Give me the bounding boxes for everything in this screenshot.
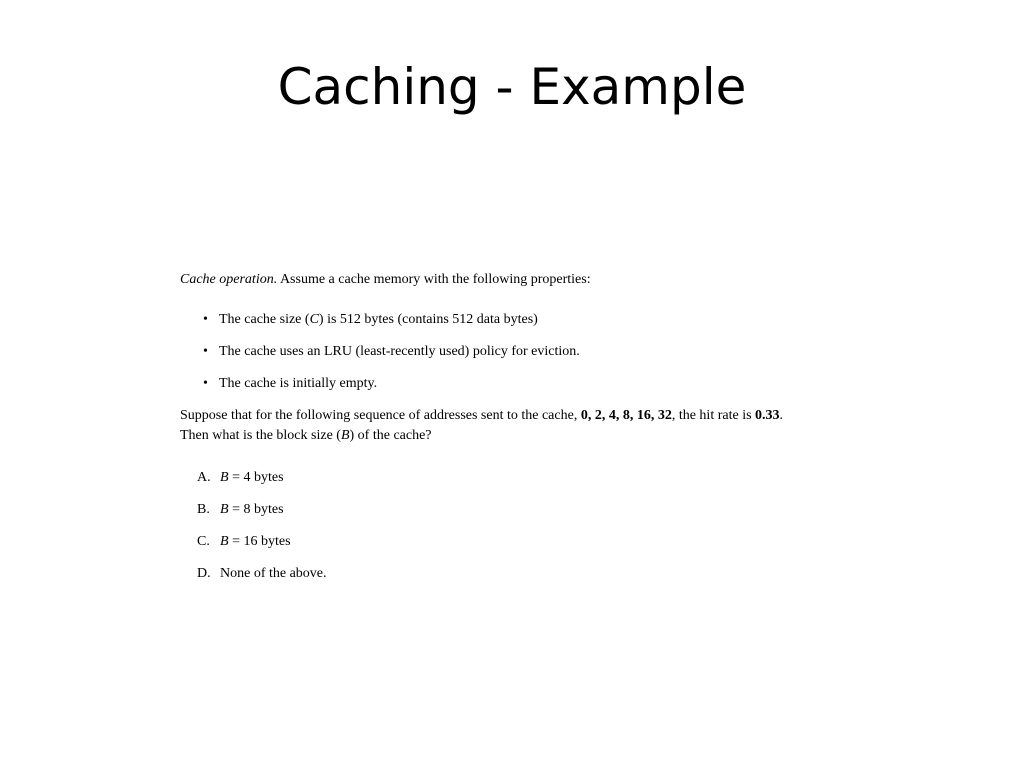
property-text-pre: The cache size ( [219,312,310,327]
property-variable: C [309,312,319,327]
question-line2-pre: Then what is the block size ( [180,428,341,443]
slide-title: Caching - Example [277,58,747,116]
property-text-pre: The cache is initially empty. [219,376,378,391]
question-line1-pre: Suppose that for the following sequence of addresses sent to the cache, [180,408,581,423]
bullet-icon: • [203,312,208,327]
bullet-icon: • [203,344,208,359]
choice-variable: B [220,502,229,517]
choice-a [180,468,880,488]
list-item [180,310,880,330]
question-line1-mid: , the hit rate is [671,408,756,423]
list-item [180,342,880,362]
choice-unit: bytes [257,534,291,549]
address-sequence: 0, 2, 4, 8, 16, 32 [580,408,672,423]
choice-d [180,564,880,584]
choice-unit: bytes [250,470,284,485]
bullet-icon: • [203,376,208,391]
choice-unit: None of the above. [220,566,327,581]
choice-unit: bytes [250,502,284,517]
list-item [180,374,880,394]
property-text-pre: The cache uses an LRU (least-recently used) policy for eviction. [219,344,580,359]
intro-italic: Cache operation. [180,272,278,287]
choice-equation: = 16 [228,534,258,549]
choice-variable: B [220,470,229,485]
choice-letter: C. [197,534,210,549]
problem-text [180,270,880,596]
question-text [180,406,880,446]
choice-letter: B. [197,502,210,517]
problem-intro [180,270,880,290]
question-variable: B [340,428,350,443]
choice-b [180,500,880,520]
choice-letter: A. [197,470,211,485]
property-text-post: ) is 512 bytes (contains 512 data bytes) [318,312,538,327]
property-list [180,310,880,394]
choice-equation: = 4 [228,470,251,485]
question-line1-end: . [779,408,784,423]
hit-rate: 0.33 [755,408,780,423]
choice-c [180,532,880,552]
question-line2-post: ) of the cache? [349,428,432,443]
choice-equation: = 8 [228,502,251,517]
choice-letter: D. [197,566,211,581]
intro-rest: Assume a cache memory with the following properties: [277,272,591,287]
answer-choices [180,468,880,584]
choice-variable: B [220,534,229,549]
